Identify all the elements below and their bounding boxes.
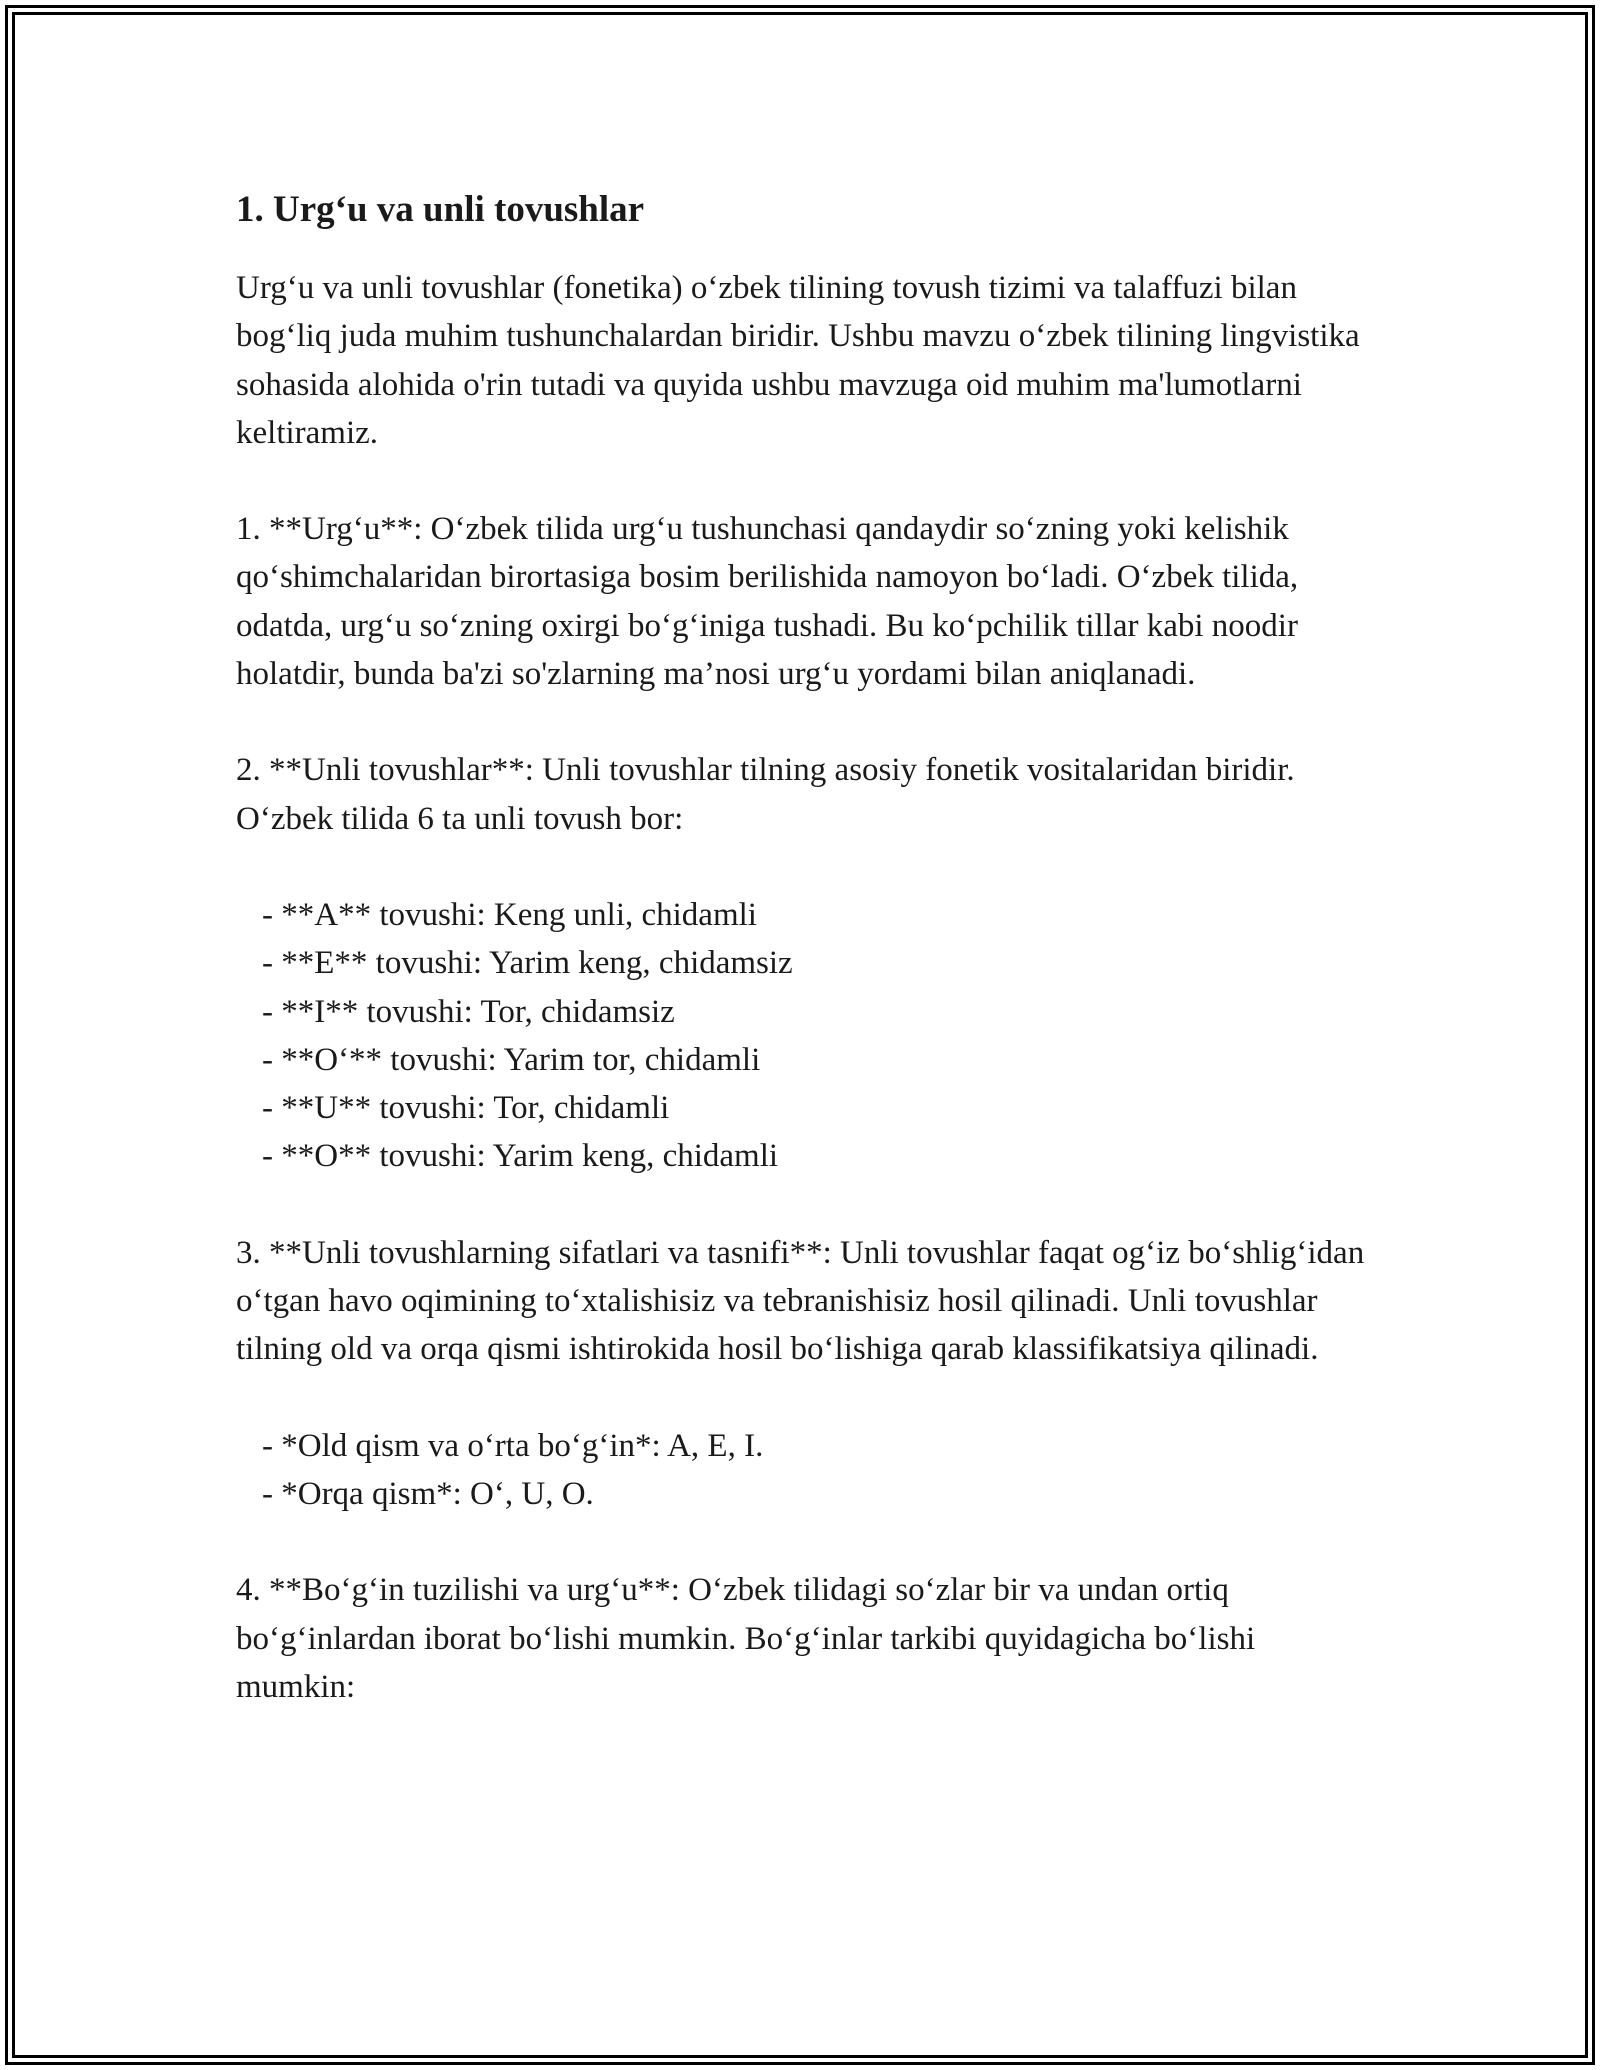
vowel-list: [236, 891, 1366, 1181]
section-4-syllables: 4. **Bo‘g‘in tuzilishi va urg‘u**: O‘zbek tilidagi so‘zlar bir va undan ortiq bo‘g‘inlardan iborat bo‘lishi mumkin. Bo‘g‘inlar tarkibi quyidagicha bo‘lishi mumkin:: [236, 1572, 1256, 1705]
section-2-vowels: 2. **Unli tovushlar**: Unli tovushlar tilning asosiy fonetik vositalaridan biridir. O‘zbek tilida 6 ta unli tovush bor:: [236, 752, 1295, 837]
list-item: - **E** tovushi: Yarim keng, chidamsiz: [262, 945, 793, 982]
list-item: - **O** tovushi: Yarim keng, chidamli: [262, 1138, 779, 1175]
list-item: - **A** tovushi: Keng unli, chidamli: [262, 896, 757, 933]
section-1-stress: 1. **Urg‘u**: O‘zbek tilida urg‘u tushunchasi qandaydir so‘zning yoki kelishik qo‘shimchalaridan birortasiga bosim berilishida namoyon bo‘ladi. O‘zbek tilida, odatda, urg‘u so‘zning oxirgi bo‘g‘iniga tushadi. Bu ko‘pchilik tillar kabi noodir holatdir, bunda ba'zi so'zlarning ma’nosi urg‘u yordami bilan aniqlanadi.: [236, 511, 1299, 693]
classification-list: [236, 1422, 1366, 1519]
list-item: - **I** tovushi: Tor, chidamsiz: [262, 993, 675, 1030]
page-title: 1. Urg‘u va unli tovushlar: [236, 189, 645, 230]
list-item: - **U** tovushi: Tor, chidamli: [262, 1090, 670, 1127]
intro-paragraph: Urg‘u va unli tovushlar (fonetika) o‘zbek tilining tovush tizimi va talaffuzi bilan bog‘liq juda muhim tushunchalardan biridir. Ushbu mavzu o‘zbek tilining lingvistika sohasida alohida o'rin tutadi va quyida ushbu mavzuga oid muhim ma'lumotlarni keltiramiz.: [236, 270, 1360, 451]
list-item: - *Orqa qism*: O‘, U, O.: [262, 1475, 594, 1512]
document-body: [236, 186, 1366, 1759]
list-item: - **O‘** tovushi: Yarim tor, chidamli: [262, 1041, 761, 1078]
section-3-classification: 3. **Unli tovushlarning sifatlari va tasnifi**: Unli tovushlar faqat og‘iz bo‘shlig‘idan o‘tgan havo oqimining to‘xtalishisiz va tebranishisiz hosil qilinadi. Unli tovushlar tilning old va orqa qismi ishtirokida hosil bo‘lishiga qarab klassifikatsiya qilinadi.: [236, 1234, 1365, 1368]
list-item: - *Old qism va o‘rta bo‘g‘in*: A, E, I.: [262, 1427, 764, 1464]
